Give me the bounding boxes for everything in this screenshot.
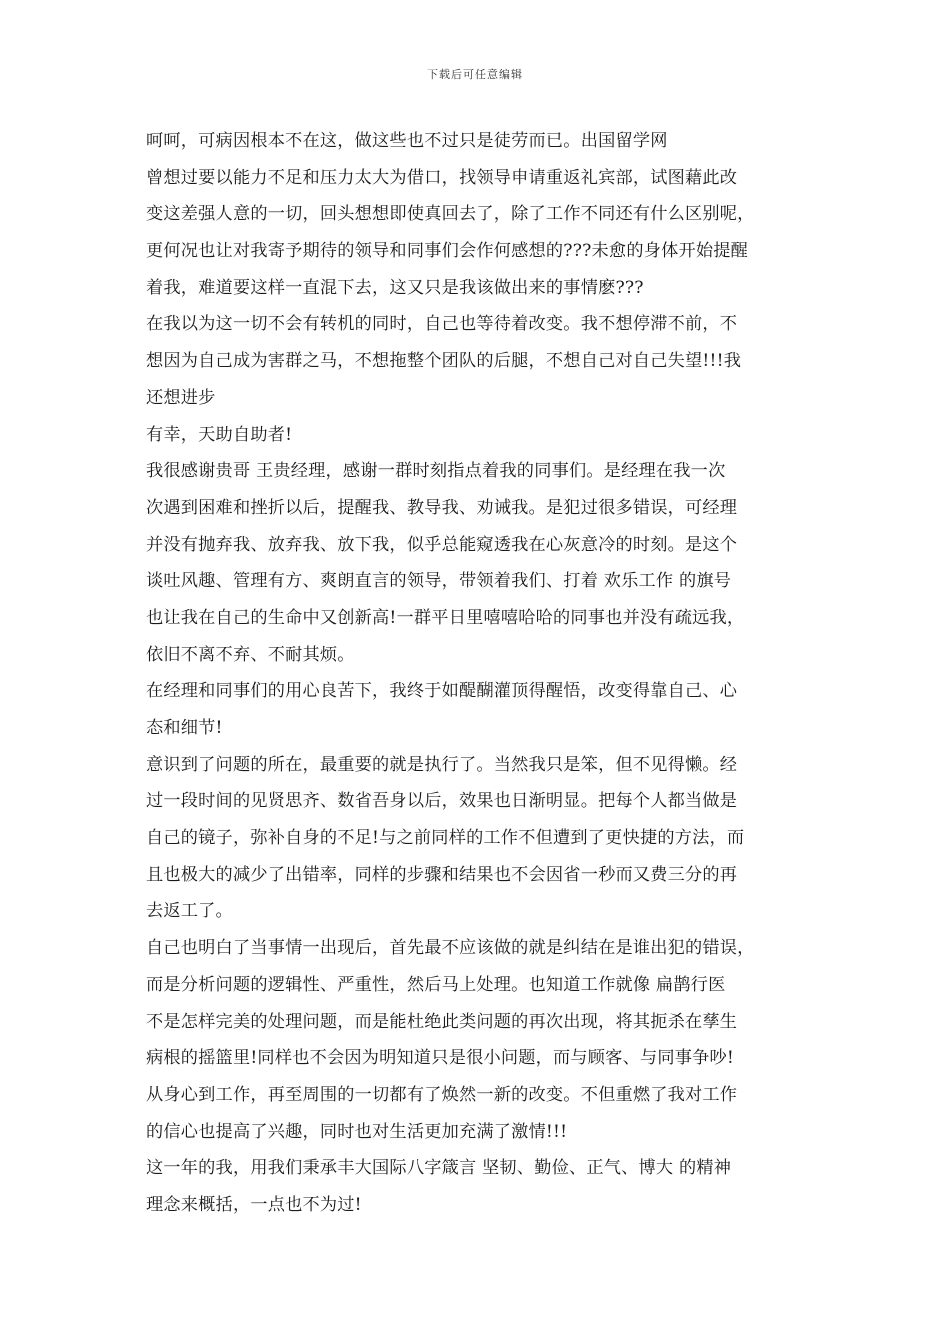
text-line: 依旧不离不弃、不耐其烦。 [146, 644, 355, 665]
text-line: 这一年的我，用我们秉承丰大国际八字箴言 坚韧、勤俭、正气、博大 的精神 [146, 1158, 732, 1179]
text-line: 着我，难道要这样一直混下去，这又只是我该做出来的事情麽??? [146, 277, 644, 298]
text-line: 更何况也让对我寄予期待的领导和同事们会作何感想的???未愈的身体开始提醒 [146, 241, 749, 262]
text-line: 去返工了。 [146, 901, 233, 922]
text-line: 在经理和同事们的用心良苦下，我终于如醍醐灌顶得醒悟，改变得靠自己、心 [146, 681, 738, 702]
text-line: 不是怎样完美的处理问题，而是能杜绝此类问题的再次出现，将其扼杀在孳生 [146, 1011, 738, 1032]
text-line: 我很感谢贵哥 王贵经理，感谢一群时刻指点着我的同事们。是经理在我一次 [146, 461, 726, 482]
text-line: 还想进步 [146, 387, 216, 408]
text-line: 变这差强人意的一切，回头想想即使真回去了，除了工作不同还有什么区别呢， [146, 204, 755, 225]
text-line: 在我以为这一切不会有转机的同时，自己也等待着改变。我不想停滞不前，不 [146, 314, 738, 335]
text-line: 意识到了问题的所在，最重要的就是执行了。当然我只是笨，但不见得懒。经 [146, 754, 738, 775]
text-line: 而是分析问题的逻辑性、严重性，然后马上处理。也知道工作就像 扁鹊行医 [146, 974, 726, 995]
document-body [146, 123, 816, 1224]
text-line: 且也极大的减少了出错率，同样的步骤和结果也不会因省一秒而又费三分的再 [146, 864, 738, 885]
text-line: 从身心到工作，再至周围的一切都有了焕然一新的改变。不但重燃了我对工作 [146, 1084, 738, 1105]
text-line: 的信心也提高了兴趣，同时也对生活更加充满了激情!!! [146, 1121, 568, 1142]
text-line: 也让我在自己的生命中又创新高!一群平日里嘻嘻哈哈的同事也并没有疏远我， [146, 607, 745, 628]
text-line: 病根的摇篮里!同样也不会因为明知道只是很小问题，而与顾客、与同事争吵! [146, 1048, 735, 1069]
text-line: 呵呵，可病因根本不在这，做这些也不过只是徒劳而已。出国留学网 [146, 131, 668, 151]
text-line: 次遇到困难和挫折以后，提醒我、教导我、劝诫我。是犯过很多错误，可经理 [146, 497, 738, 518]
text-line: 想因为自己成为害群之马，不想拖整个团队的后腿，不想自己对自己失望!!!我 [146, 351, 742, 372]
text-line: 并没有抛弃我、放弃我、放下我，似乎总能窥透我在心灰意冷的时刻。是这个 [146, 534, 738, 555]
page-header: 下载后可任意编辑 [427, 68, 523, 81]
text-line: 态和细节! [146, 718, 223, 738]
text-line: 有幸，天助自助者! [146, 424, 293, 445]
text-line: 自己的镜子，弥补自身的不足!与之前同样的工作不但遭到了更快捷的方法，而 [146, 828, 745, 849]
text-line: 理念来概括，一点也不为过! [146, 1194, 362, 1215]
text-line: 自己也明白了当事情一出现后，首先最不应该做的就是纠结在是谁出犯的错误， [146, 938, 755, 959]
text-line: 过一段时间的见贤思齐、数省吾身以后，效果也日渐明显。把每个人都当做是 [146, 791, 738, 812]
text-line: 谈吐风趣、管理有方、爽朗直言的领导，带领着我们、打着 欢乐工作 的旗号 [146, 571, 732, 592]
text-line: 曾想过要以能力不足和压力太大为借口，找领导申请重返礼宾部，试图藉此改 [146, 167, 738, 188]
